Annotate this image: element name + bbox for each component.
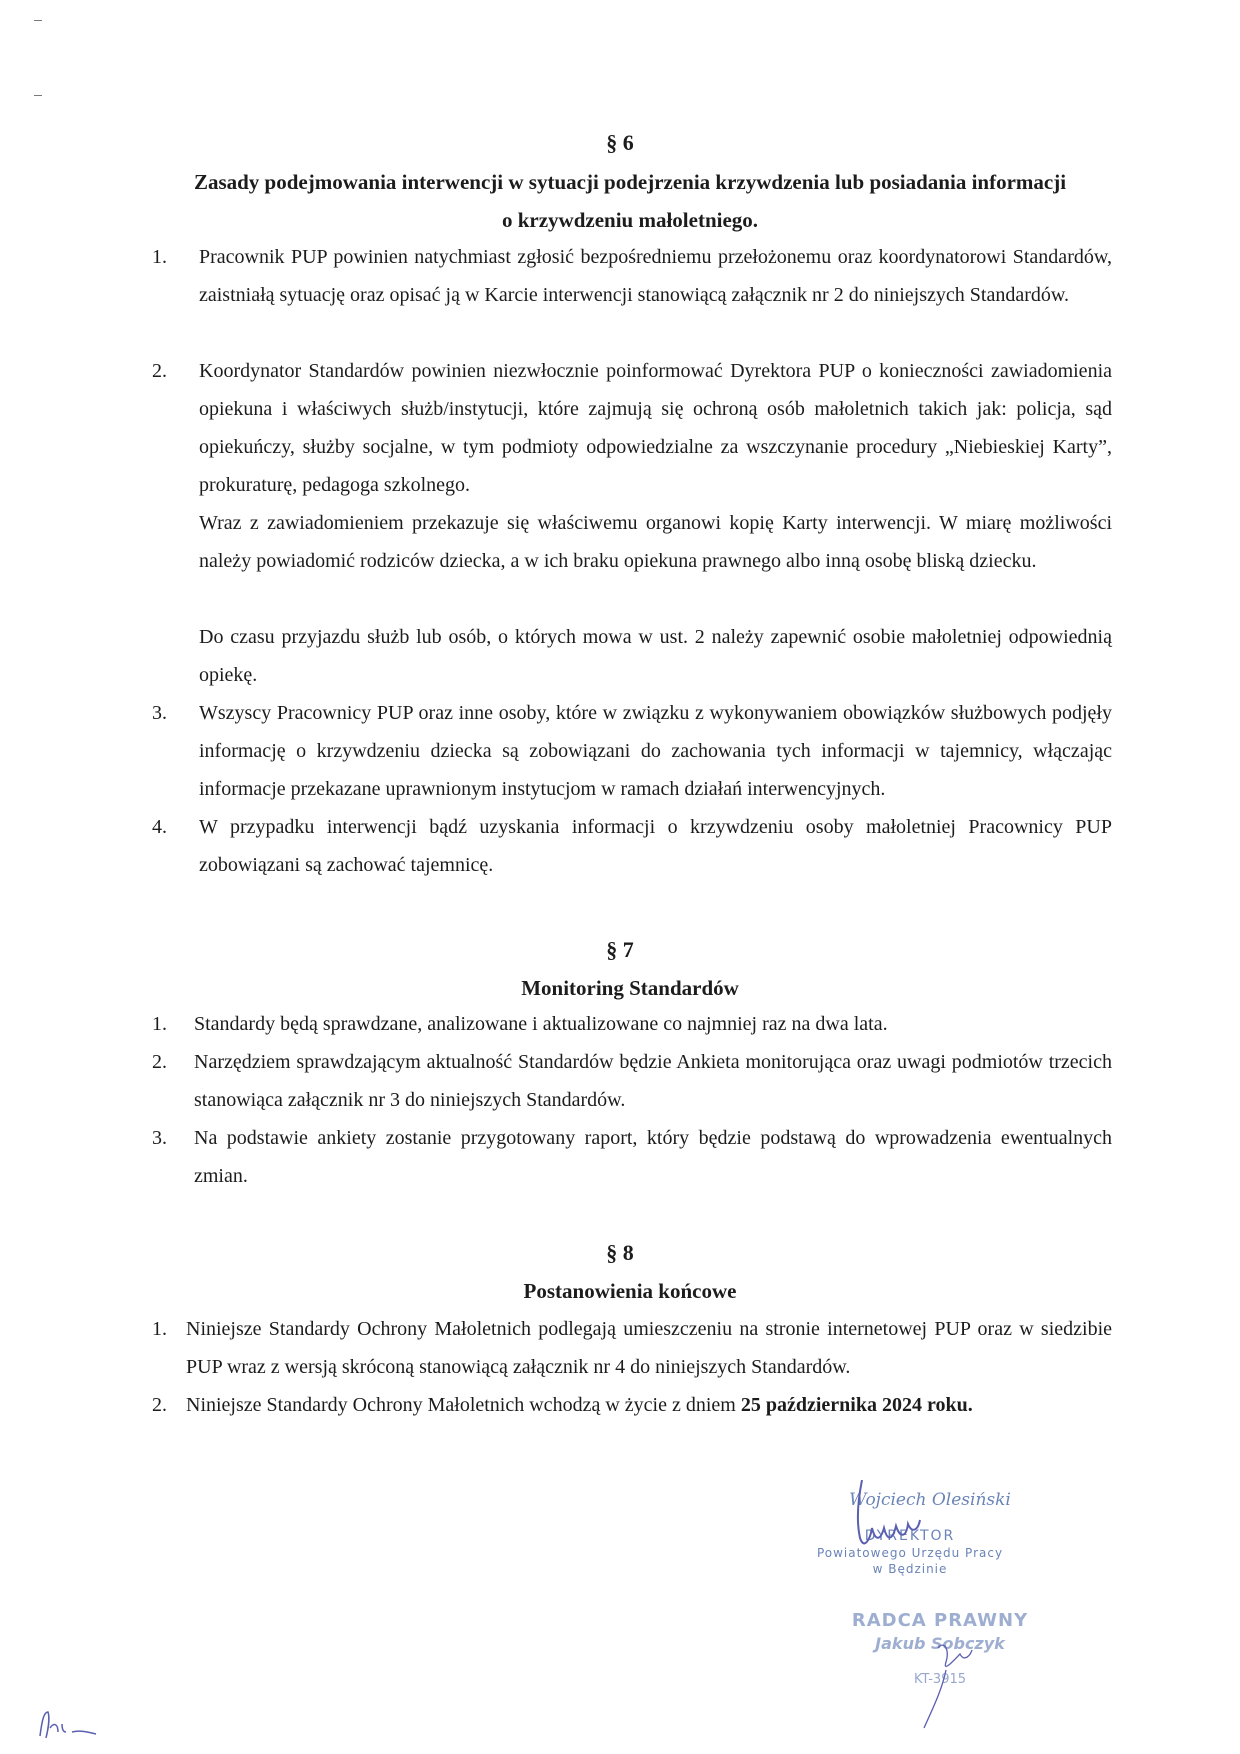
list-text-regular: Niniejsze Standardy Ochrony Małoletnich wchodzą w życie z dniem [186,1394,741,1416]
section-6-mark: § 6 [606,130,634,155]
section-8-mark: § 8 [606,1240,634,1265]
list-number: 1. [152,1013,167,1035]
paragraph: Wraz z zawiadomieniem przekazuje się właściwemu organowi kopię Karty interwencji. W miarę możliwości należy powiadomić rodziców dziecka, a w ich braku opiekuna prawnego albo inną osobę bliską dziecku. [199,512,1112,572]
section-6-title-line1: Zasady podejmowania interwencji w sytuacji podejrzenia krzywdzenia lub posiadania informacji [193,170,1067,194]
list-text: Koordynator Standardów powinien niezwłocznie poinformować Dyrektora PUP o konieczności zawiadomienia opiekuna i właściwych służb/instytucji, które zajmują się ochroną osób małoletnich takich jak: policja, sąd opiekuńczy, służby socjalne, w tym podmioty odpowiedzialne za wszczynanie procedury „Niebieskiej Karty”, prokuraturę, pedagoga szkolnego. [199,360,1112,496]
list-number: 4. [152,816,167,838]
list-item [152,1310,1112,1386]
director-signature [780,1480,1040,1600]
section-6-title-line2: o krzywdzeniu małoletniego. [501,208,759,232]
list-item [152,694,1112,808]
list-item [152,1005,1112,1043]
list-item [152,238,1112,314]
list-item [152,352,1112,504]
list-number: 2. [152,1394,167,1416]
list-text: Na podstawie ankiety zostanie przygotowany raport, który będzie podstawą do wprowadzenia ewentualnych zmian. [194,1127,1112,1187]
list-number: 1. [152,246,167,268]
list-text: Narzędziem sprawdzającym aktualność Standardów będzie Ankieta monitorująca oraz uwagi podmiotów trzecich stanowiąca załącznik nr 3 do niniejszych Standardów. [194,1051,1112,1111]
paragraph: Do czasu przyjazdu służb lub osób, o których mowa w ust. 2 należy zapewnić osobie małoletniej odpowiednią opiekę. [199,626,1112,686]
lawyer-number: KT-3915 [913,1672,967,1687]
director-office: Powiatowego Urzędu Pracy [816,1546,1004,1560]
list-text: W przypadku interwencji bądź uzyskania informacji o krzywdzeniu osoby małoletniej Pracownicy PUP zobowiązani są zachować tajemnicę. [199,816,1112,876]
list-item [152,1043,1112,1119]
list-text: Wszyscy Pracownicy PUP oraz inne osoby, które w związku z wykonywaniem obowiązków służbowych podjęły informację o krzywdzeniu dziecka są zobowiązani do zachowania tych informacji w tajemnicy, włączając informacje przekazane uprawnionym instytucjom w ramach działań interwencyjnych. [199,702,1112,800]
director-stamp [780,1480,1040,1600]
director-role: DYREKTOR [864,1528,956,1544]
list-number: 3. [152,1127,167,1149]
list-number: 1. [152,1318,167,1340]
list-item [152,1386,1112,1424]
list-number: 3. [152,702,167,724]
lawyer-name: Jakub Sobczyk [875,1634,1005,1653]
director-city: w Będzinie [872,1562,948,1576]
list-text [186,1386,1112,1424]
section-8-title: Postanowienia końcowe [523,1279,737,1303]
section-7-title: Monitoring Standardów [521,976,739,1000]
section-7-mark: § 7 [606,937,634,962]
initials-mark [36,1706,106,1746]
margin-mark [34,95,42,96]
list-item [152,808,1112,884]
list-number: 2. [152,360,167,382]
effective-date: 25 października 2024 roku. [740,1394,973,1416]
margin-mark [34,20,42,21]
lawyer-title: RADCA PRAWNY [851,1610,1029,1631]
list-text: Standardy będą sprawdzane, analizowane i aktualizowane co najmniej raz na dwa lata. [194,1013,888,1035]
lawyer-stamp [820,1610,1060,1720]
director-name: Wojciech Olesiński [849,1490,1011,1510]
list-item [152,1119,1112,1195]
list-number: 2. [152,1051,167,1073]
lawyer-signature [820,1610,1060,1740]
list-text: Pracownik PUP powinien natychmiast zgłosić bezpośredniemu przełożonemu oraz koordynatorowi Standardów, zaistniałą sytuację oraz opisać ją w Karcie interwencji stanowiącą załącznik nr 2 do niniejszych Standardów. [199,246,1112,306]
list-text: Niniejsze Standardy Ochrony Małoletnich podlegają umieszczeniu na stronie internetowej PUP oraz w siedzibie PUP wraz z wersją skróconą stanowiącą załącznik nr 4 do niniejszych Standardów. [186,1318,1112,1378]
